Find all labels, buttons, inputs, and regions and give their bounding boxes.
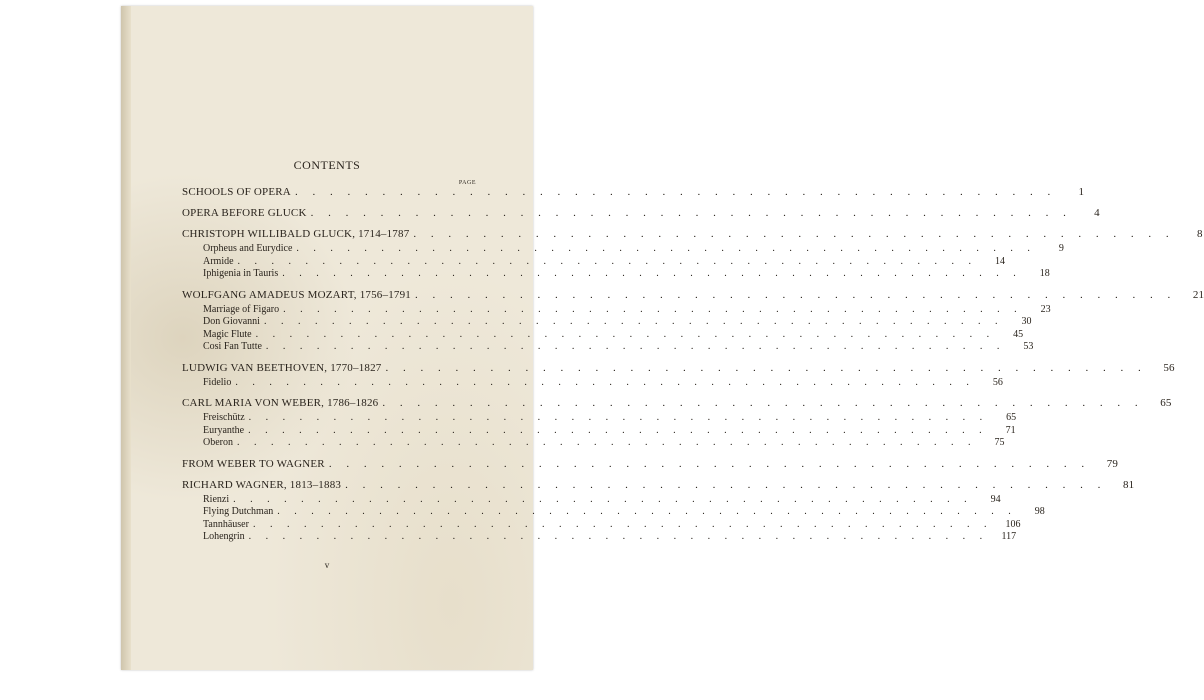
toc-subentry — [182, 243, 1064, 256]
toc-section-entry — [182, 288, 1204, 304]
entry-page-number: 65 — [1006, 412, 1017, 423]
section-spacer — [182, 389, 474, 397]
toc-subentry — [182, 437, 1005, 450]
dot-leader: . . . . . . . . . . . . . . . . . . . . . . . . . . . . . . . . . . . . . . . . . . . . — [282, 268, 1022, 279]
page-folio: v — [324, 560, 330, 570]
table-of-contents — [182, 186, 1204, 544]
entry-title: FROM WEBER TO WAGNER — [182, 457, 325, 470]
toc-subentry — [182, 412, 1017, 425]
section-spacer — [182, 450, 474, 458]
dot-leader: . . . . . . . . . . . . . . . . . . . . . . . . . . . . . . . . . . . . . . . . . . . . — [235, 376, 975, 388]
toc-subentry — [182, 268, 1050, 281]
entry-title: Rienzi — [203, 493, 230, 505]
dot-leader: . . . . . . . . . . . . . . . . . . . . . . . . . . . . . . . . . . . . . . . . . . . . — [283, 303, 1023, 315]
dot-leader: . . . . . . . . . . . . . . . . . . . . . . . . . . . . . . . . . . . . . . . . . . . . — [415, 288, 1177, 301]
book-page — [121, 6, 1204, 670]
toc-section-entry — [182, 478, 1135, 494]
entry-title: Lohengrin — [203, 531, 245, 542]
entry-title: RICHARD WAGNER, 1813–1883 — [182, 478, 342, 491]
entry-title: Tannhäuser — [203, 518, 249, 530]
toc-section-entry — [182, 207, 1100, 222]
entry-page-number: 14 — [995, 255, 1006, 267]
toc-subentry — [182, 493, 1001, 507]
toc-subentry — [182, 255, 1006, 269]
entry-page-number: 45 — [1013, 328, 1024, 340]
page-gutter — [121, 6, 131, 670]
dot-leader: . . . . . . . . . . . . . . . . . . . . . . . . . . . . . . . . . . . . . . . . . . . . — [255, 328, 996, 340]
toc-subentry — [182, 506, 1045, 519]
toc-subentry — [182, 531, 1017, 544]
contents-title: CONTENTS — [293, 158, 361, 172]
dot-leader: . . . . . . . . . . . . . . . . . . . . . . . . . . . . . . . . . . . . . . . . . . . . — [237, 255, 978, 267]
entry-title: Iphigenia in Tauris — [203, 268, 279, 279]
dot-leader: . . . . . . . . . . . . . . . . . . . . . . . . . . . . . . . . . . . . . . . . . . . . — [252, 518, 993, 530]
dot-leader: . . . . . . . . . . . . . . . . . . . . . . . . . . . . . . . . . . . . . . . . . . . . — [294, 186, 1057, 198]
entry-title: CARL MARIA VON WEBER, 1786–1826 — [182, 397, 379, 409]
section-spacer — [182, 354, 474, 362]
toc-section-entry — [182, 228, 1203, 243]
entry-page-number: 18 — [1039, 268, 1050, 279]
dot-leader: . . . . . . . . . . . . . . . . . . . . . . . . . . . . . . . . . . . . . . . . . . . . — [345, 478, 1107, 491]
toc-section-entry — [182, 457, 1119, 473]
entry-title: Magic Flute — [203, 328, 252, 340]
entry-page-number: 23 — [1040, 303, 1051, 315]
toc-subentry — [182, 341, 1034, 354]
entry-page-number: 75 — [994, 437, 1005, 448]
dot-leader: . . . . . . . . . . . . . . . . . . . . . . . . . . . . . . . . . . . . . . . . . . . . — [265, 341, 1006, 352]
entry-title: Freischütz — [203, 412, 245, 423]
entry-page-number: 1 — [1078, 186, 1085, 198]
toc-subentry — [182, 376, 1003, 390]
dot-leader: . . . . . . . . . . . . . . . . . . . . . . . . . . . . . . . . . . . . . . . . . . . . — [296, 243, 1036, 254]
entry-page-number: 71 — [1005, 424, 1016, 436]
dot-leader: . . . . . . . . . . . . . . . . . . . . . . . . . . . . . . . . . . . . . . . . . . . . — [310, 207, 1072, 219]
dot-leader: . . . . . . . . . . . . . . . . . . . . . . . . . . . . . . . . . . . . . . . . . . . . — [277, 506, 1017, 517]
dot-leader: . . . . . . . . . . . . . . . . . . . . . . . . . . . . . . . . . . . . . . . . . . . . — [263, 316, 1004, 327]
toc-subentry — [182, 328, 1024, 342]
toc-subentry — [182, 518, 1021, 532]
entry-page-number: 53 — [1023, 341, 1034, 352]
dot-leader: . . . . . . . . . . . . . . . . . . . . . . . . . . . . . . . . . . . . . . . . . . . . — [237, 437, 977, 448]
entry-page-number: 106 — [1005, 518, 1021, 530]
section-spacer — [182, 281, 474, 289]
dot-leader: . . . . . . . . . . . . . . . . . . . . . . . . . . . . . . . . . . . . . . . . . . . . — [413, 228, 1175, 240]
dot-leader: . . . . . . . . . . . . . . . . . . . . . . . . . . . . . . . . . . . . . . . . . . . . — [328, 457, 1091, 470]
entry-title: OPERA BEFORE GLUCK — [182, 207, 307, 219]
entry-page-number: 81 — [1122, 478, 1135, 491]
entry-page-number: 94 — [990, 493, 1001, 505]
entry-page-number: 9 — [1058, 243, 1064, 254]
entry-title: Flying Dutchman — [203, 506, 274, 517]
toc-subentry — [182, 303, 1051, 317]
entry-title: Don Giovanni — [203, 316, 260, 327]
entry-page-number: 117 — [1001, 531, 1017, 542]
dot-leader: . . . . . . . . . . . . . . . . . . . . . . . . . . . . . . . . . . . . . . . . . . . . — [248, 412, 989, 423]
entry-title: Armide — [203, 255, 234, 267]
entry-page-number: 56 — [1163, 361, 1175, 374]
entry-title: Oberon — [203, 437, 233, 448]
entry-page-number: 21 — [1192, 288, 1204, 301]
entry-page-number: 4 — [1094, 207, 1100, 219]
entry-page-number: 56 — [992, 376, 1003, 388]
toc-section-entry — [182, 186, 1085, 201]
dot-leader: . . . . . . . . . . . . . . . . . . . . . . . . . . . . . . . . . . . . . . . . . . . . — [382, 397, 1144, 409]
entry-page-number: 8 — [1196, 228, 1203, 240]
dot-leader: . . . . . . . . . . . . . . . . . . . . . . . . . . . . . . . . . . . . . . . . . . . . — [233, 493, 973, 505]
entry-page-number: 30 — [1021, 316, 1032, 327]
entry-title: WOLFGANG AMADEUS MOZART, 1756–1791 — [182, 288, 411, 301]
entry-title: Fidelio — [203, 376, 232, 388]
entry-title: LUDWIG VAN BEETHOVEN, 1770–1827 — [182, 361, 382, 374]
dot-leader: . . . . . . . . . . . . . . . . . . . . . . . . . . . . . . . . . . . . . . . . . . . . — [385, 361, 1147, 374]
entry-title: Marriage of Figaro — [203, 303, 280, 315]
entry-page-number: 65 — [1160, 397, 1172, 409]
toc-section-entry — [182, 397, 1172, 412]
entry-title: CHRISTOPH WILLIBALD GLUCK, 1714–1787 — [182, 228, 410, 240]
toc-section-entry — [182, 361, 1175, 377]
entry-page-number: 79 — [1106, 457, 1119, 470]
dot-leader: . . . . . . . . . . . . . . . . . . . . . . . . . . . . . . . . . . . . . . . . . . . . — [248, 424, 988, 436]
toc-subentry — [182, 316, 1032, 329]
entry-title: Orpheus and Eurydice — [203, 243, 293, 254]
entry-page-number: 98 — [1034, 506, 1045, 517]
dot-leader: . . . . . . . . . . . . . . . . . . . . . . . . . . . . . . . . . . . . . . . . . . . . — [248, 531, 989, 542]
entry-title: Euryanthe — [203, 424, 245, 436]
page-column-header: PAGE — [458, 180, 476, 186]
entry-title: Cosi Fan Tutte — [203, 341, 262, 352]
entry-title: SCHOOLS OF OPERA — [182, 186, 291, 198]
toc-subentry — [182, 424, 1016, 438]
